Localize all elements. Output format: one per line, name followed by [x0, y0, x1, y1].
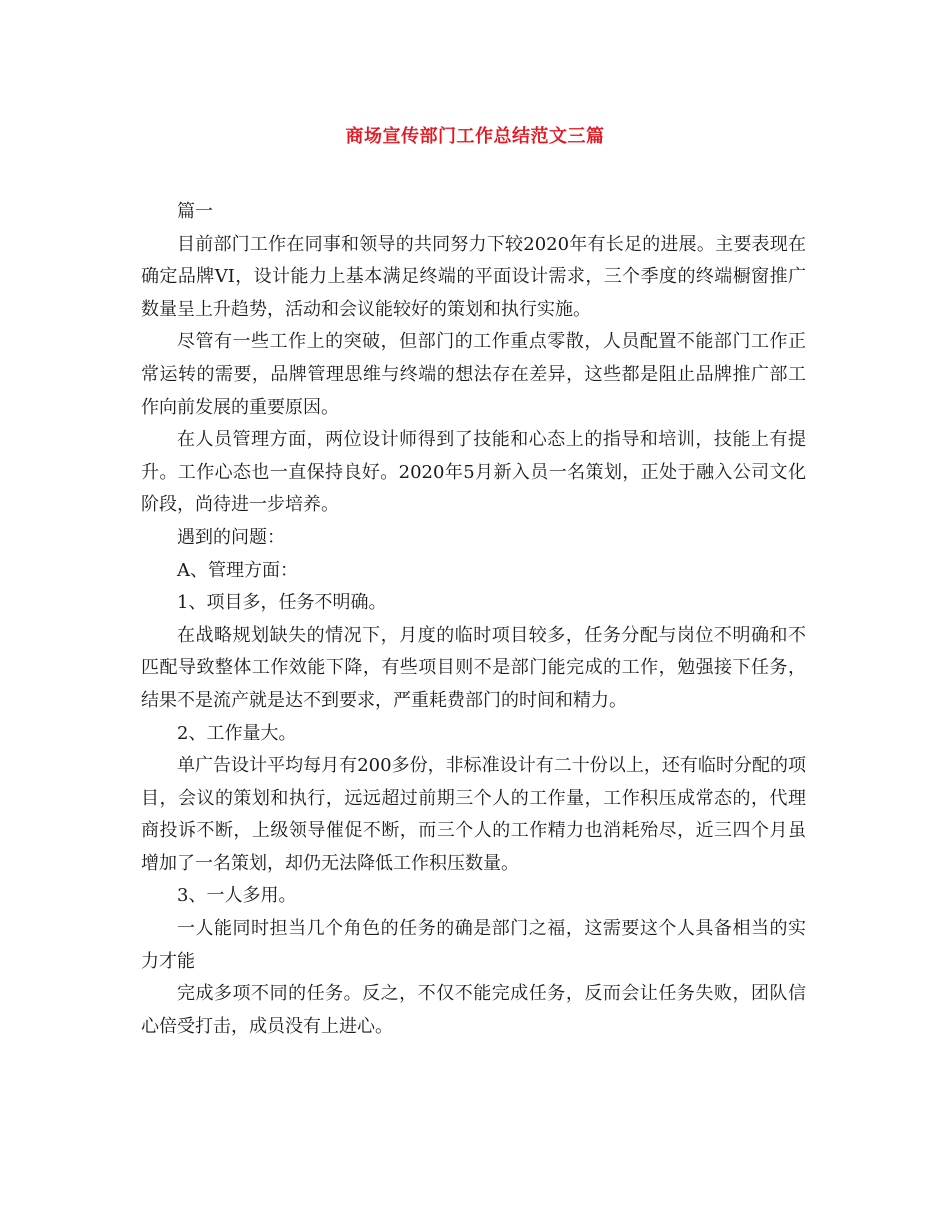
paragraph-staff-management: 在人员管理方面，两位设计师得到了技能和心态上的指导和培训，技能上有提升。工作心态也一直保持良好。2020年5月新入员一名策划，正处于融入公司文化阶段，尚待进一步培养。	[141, 429, 806, 516]
paragraph-item-3a: 一人能同时担当几个角色的任务的确是部门之福，这需要这个人具备相当的实力才能	[141, 918, 806, 972]
document-body	[141, 196, 806, 1043]
paragraph-shortcomings: 尽管有一些工作上的突破，但部门的工作重点零散，人员配置不能部门工作正常运转的需要，品牌管理思维与终端的想法存在差异，这些都是阻止品牌推广部工作向前发展的重要原因。	[141, 331, 806, 418]
subheading-management: A、管理方面：	[177, 559, 298, 581]
item-heading-3: 3、一人多用。	[177, 885, 297, 907]
paragraph-item-2: 单广告设计平均每月有200多份，非标准设计有二十份以上，还有临时分配的项目，会议的策划和执行，远远超过前期三个人的工作量，工作积压成常态的，代理商投诉不断，上级领导催促不断，而三个人的工作精力也消耗殆尽，近三四个月虽增加了一名策划，却仍无法降低工作积压数量。	[141, 755, 806, 874]
paragraph-item-3b: 完成多项不同的任务。反之，不仅不能完成任务，反而会让任务失败，团队信心倍受打击，成员没有上进心。	[141, 983, 806, 1037]
problems-heading: 遇到的问题：	[177, 526, 285, 548]
item-heading-1: 1、项目多，任务不明确。	[177, 592, 387, 614]
item-heading-2: 2、工作量大。	[177, 722, 297, 744]
section-heading: 篇一	[177, 201, 213, 222]
paragraph-item-1: 在战略规划缺失的情况下，月度的临时项目较多，任务分配与岗位不明确和不匹配导致整体工作效能下降，有些项目则不是部门能完成的工作，勉强接下任务，结果不是流产就是达不到要求，严重耗费部门的时间和精力。	[141, 624, 806, 711]
paragraph-progress: 目前部门工作在同事和领导的共同努力下较2020年有长足的进展。主要表现在确定品牌VI，设计能力上基本满足终端的平面设计需求，三个季度的终端橱窗推广数量呈上升趋势，活动和会议能较好的策划和执行实施。	[141, 233, 806, 320]
document-title: 商场宣传部门工作总结范文三篇	[345, 126, 605, 147]
